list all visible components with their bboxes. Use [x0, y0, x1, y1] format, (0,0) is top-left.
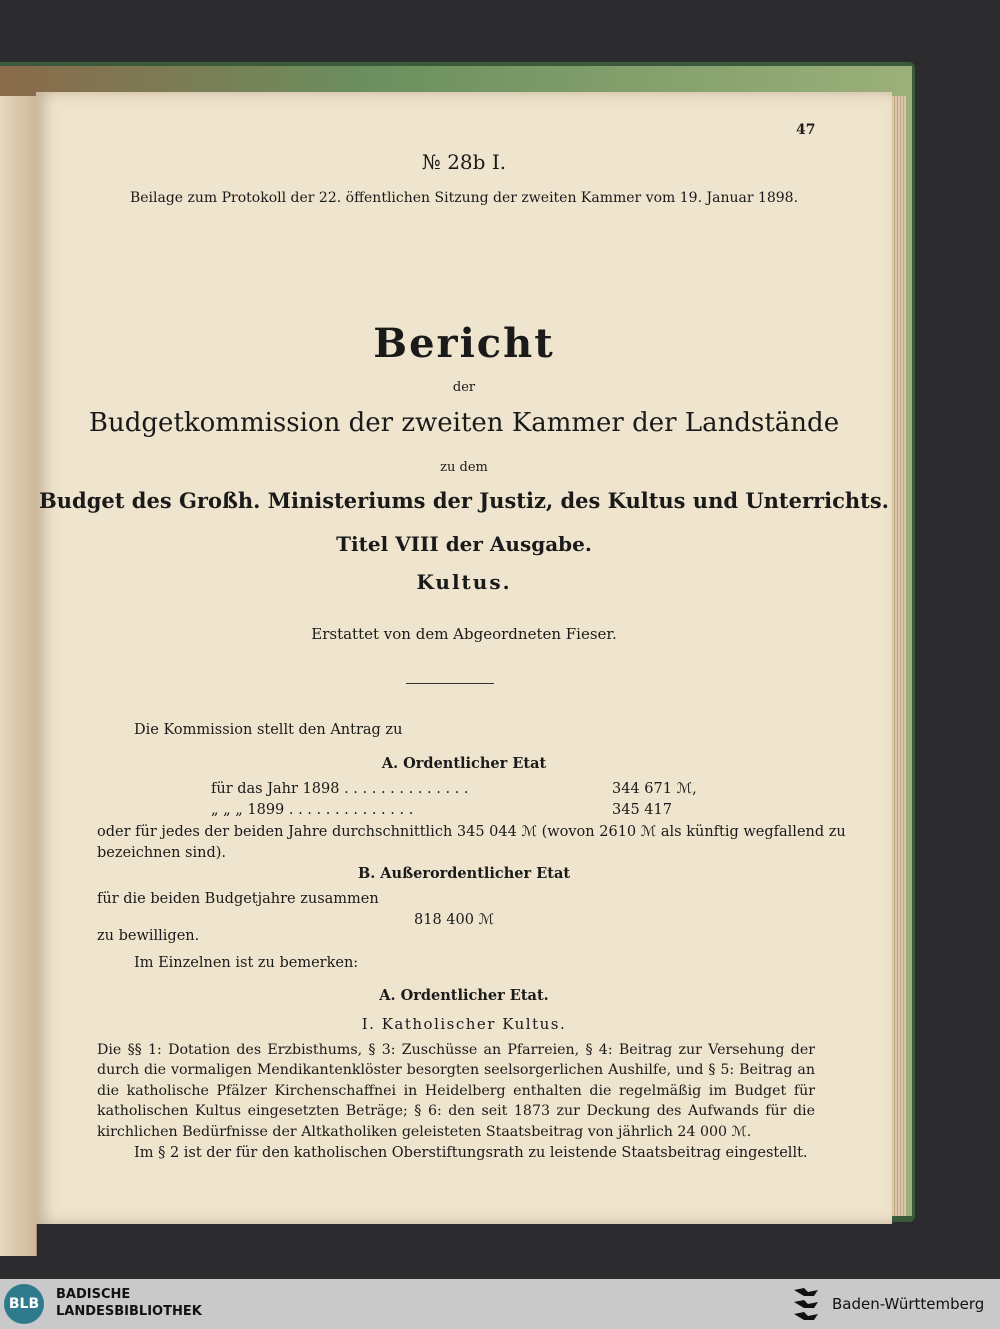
year-1899-label: „ „ „ 1899 . . . . . . . . . . . . . . [211, 802, 414, 818]
katholischer-kultus-heading: I. Katholischer Kultus. [361, 1015, 567, 1033]
der-line: der [452, 380, 476, 395]
year-1898-amount: 344 671 ℳ, [612, 781, 697, 797]
body-paragraph [97, 1040, 815, 1142]
erstattet-line: Erstattet von dem Abgeordneten Fieser. [311, 625, 617, 643]
library-name-line1: BADISCHE [56, 1287, 131, 1302]
paragraph-text: Die §§ 1: Dotation des Erzbisthums, § 3: Zuschüsse an Pfarreien, § 4: Beitrag zur Versehung der durch die vormaligen Mendikantenklöster besorgten seelsorgerlichen Aushilfe, und § 5: Beitrag an die katholische Pfälzer Kirchenschaffnei in Heidelberg enthalten die regelmäßig im Budget für katholischen Kultus eingesetzten Beträge; § 6: den seit 1873 zur Deckung des Aufwands für die kirchlichen Bedürfnisse der Altkatholiken geleisteten Staatsbeitrag von jährlich 24 000 ℳ. [97, 1042, 815, 1140]
zu-dem-line: zu dem [440, 460, 488, 475]
year-1899-amount: 345 417 [612, 802, 672, 818]
budget-line: Budget des Großh. Ministeriums der Justiz, des Kultus und Unterrichts. [39, 488, 889, 513]
einzelnen-line: Im Einzelnen ist zu bemerken: [134, 955, 359, 971]
ordentlicher-etat-heading-2: A. Ordentlicher Etat. [379, 987, 549, 1004]
left-page-edge [0, 96, 37, 1256]
report-heading: Bericht [373, 320, 555, 367]
bewilligen-line: zu bewilligen. [97, 928, 200, 944]
page-number: 47 [796, 122, 816, 138]
library-name[interactable] [56, 1286, 202, 1320]
average-line-end: bezeichnen sind). [97, 845, 227, 861]
extraordinary-sum: 818 400 ℳ [414, 912, 495, 928]
blb-logo[interactable]: BLB [4, 1284, 44, 1324]
library-name-line2: LANDESBIBLIOTHEK [56, 1304, 202, 1319]
budget-years-line: für die beiden Budgetjahre zusammen [97, 891, 379, 907]
ordentlicher-etat-heading: A. Ordentlicher Etat [381, 755, 547, 772]
footer-bar [0, 1279, 1000, 1329]
document-number: № 28b I. [421, 150, 507, 174]
beilage-line: Beilage zum Protokoll der 22. öffentlichen Sitzung der zweiten Kammer vom 19. Januar 1898. [129, 190, 799, 206]
antrag-line: Die Kommission stellt den Antrag zu [134, 722, 403, 738]
year-1898-label: für das Jahr 1898 . . . . . . . . . . . . . . [211, 781, 469, 797]
divider-rule [406, 683, 494, 684]
titel-line: Titel VIII der Ausgabe. [336, 532, 592, 556]
baden-wuerttemberg-lions-icon [790, 1284, 822, 1324]
last-line: Im § 2 ist der für den katholischen Oberstiftungsrath zu leistende Staatsbeitrag eingestellt. [134, 1145, 808, 1161]
state-label[interactable]: Baden-Württemberg [832, 1295, 985, 1313]
commission-title: Budgetkommission der zweiten Kammer der Landstände [88, 408, 840, 438]
page-stack-edge [892, 96, 906, 1216]
kultus-heading: Kultus. [416, 570, 512, 594]
average-line: oder für jedes der beiden Jahre durchschnittlich 345 044 ℳ (wovon 2610 ℳ als künftig wegfallend zu [97, 824, 846, 840]
ausserordentlicher-etat-heading: B. Außerordentlicher Etat [357, 865, 571, 882]
